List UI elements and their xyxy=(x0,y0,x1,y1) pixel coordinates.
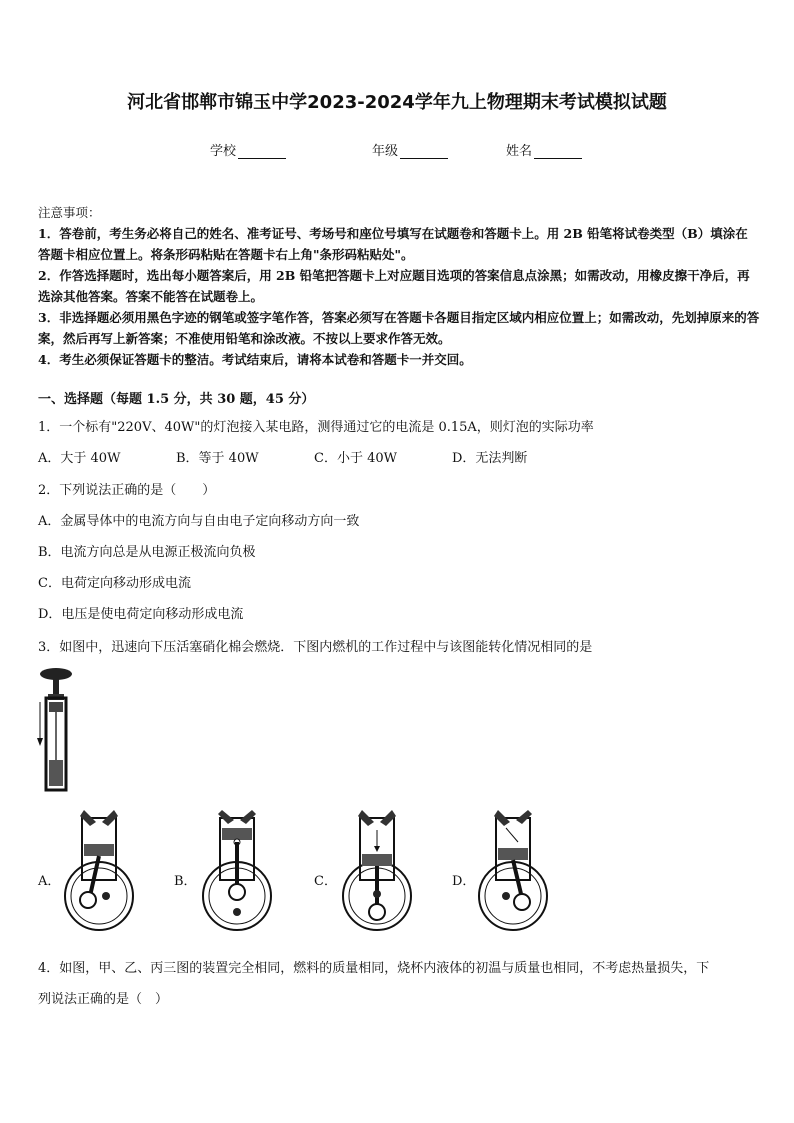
q3-option-a-label: A． xyxy=(38,874,61,889)
q2-option-c: C．电荷定向移动形成电流 xyxy=(38,576,191,591)
school-blank xyxy=(238,146,286,159)
q1-option-a: A．大于 40W xyxy=(38,451,121,466)
note-item: 1．答卷前，考生务必将自己的姓名、准考证号、考场号和座位号填写在试题卷和答题卡上。用 2B 铅笔将试卷类型（B）填涂在答题卡相应位置上。将条形码粘贴在答题卡右上角"条形码粘贴处"。 xyxy=(38,226,748,262)
q3-option-c-label: C． xyxy=(314,874,337,889)
engine-stroke-figure-d xyxy=(476,808,550,936)
notes-block xyxy=(38,202,760,370)
q3-stem: 3．如图中，迅速向下压活塞硝化棉会燃烧．下图内燃机的工作过程中与该图能转化情况相同的是 xyxy=(38,640,593,655)
q4-stem-line1: 4．如图，甲、乙、丙三图的装置完全相同，燃料的质量相同，烧杯内液体的初温与质量也相同，不考虑热量损失，下 xyxy=(38,961,710,976)
name-blank xyxy=(534,146,582,159)
engine-stroke-figure-b xyxy=(200,808,274,936)
name-label: 姓名 xyxy=(506,144,533,159)
q1-option-b: B．等于 40W xyxy=(176,451,259,466)
grade-field xyxy=(372,140,448,159)
note-item: 4．考生必须保证答题卡的整洁。考试结束后，请将本试卷和答题卡一并交回。 xyxy=(38,352,472,367)
page-title: 河北省邯郸市锦玉中学2023-2024学年九上物理期末考试模拟试题 xyxy=(127,92,667,113)
school-field xyxy=(210,140,286,159)
engine-stroke-figure-c xyxy=(340,808,414,936)
q1-stem: 1．一个标有"220V、40W"的灯泡接入某电路，测得通过它的电流是 0.15A，则灯泡的实际功率 xyxy=(38,420,594,435)
q2-stem: 2．下列说法正确的是（ ） xyxy=(38,483,216,498)
q3-option-d-label: D． xyxy=(452,874,476,889)
piston-cylinder-figure xyxy=(34,662,84,796)
note-item: 2．作答选择题时，选出每小题答案后，用 2B 铅笔把答题卡上对应题目选项的答案信息点涂黑；如需改动，用橡皮擦干净后，再选涂其他答案。答案不能答在试题卷上。 xyxy=(38,268,750,304)
notes-heading: 注意事项： xyxy=(38,205,101,220)
q2-option-a: A．金属导体中的电流方向与自由电子定向移动方向一致 xyxy=(38,514,360,529)
note-item: 3．非选择题必须用黑色字迹的钢笔或签字笔作答，答案必须写在答题卡各题目指定区域内相应位置上；如需改动，先划掉原来的答案，然后再写上新答案；不准使用铅笔和涂改液。不按以上要求作答无效。 xyxy=(38,310,760,346)
q1-option-c: C．小于 40W xyxy=(314,451,397,466)
engine-stroke-figure-a xyxy=(62,808,136,936)
school-label: 学校 xyxy=(210,144,237,159)
q3-option-b-label: B． xyxy=(174,874,197,889)
section-heading: 一、选择题（每题 1.5 分，共 30 题，45 分） xyxy=(38,392,315,407)
q2-option-b: B．电流方向总是从电源正极流向负极 xyxy=(38,545,256,560)
name-field xyxy=(506,140,582,159)
grade-label: 年级 xyxy=(372,144,399,159)
grade-blank xyxy=(400,146,448,159)
q1-option-d: D．无法判断 xyxy=(452,451,528,466)
q4-stem-line2: 列说法正确的是（ ） xyxy=(38,992,169,1007)
q2-option-d: D．电压是使电荷定向移动形成电流 xyxy=(38,607,244,622)
